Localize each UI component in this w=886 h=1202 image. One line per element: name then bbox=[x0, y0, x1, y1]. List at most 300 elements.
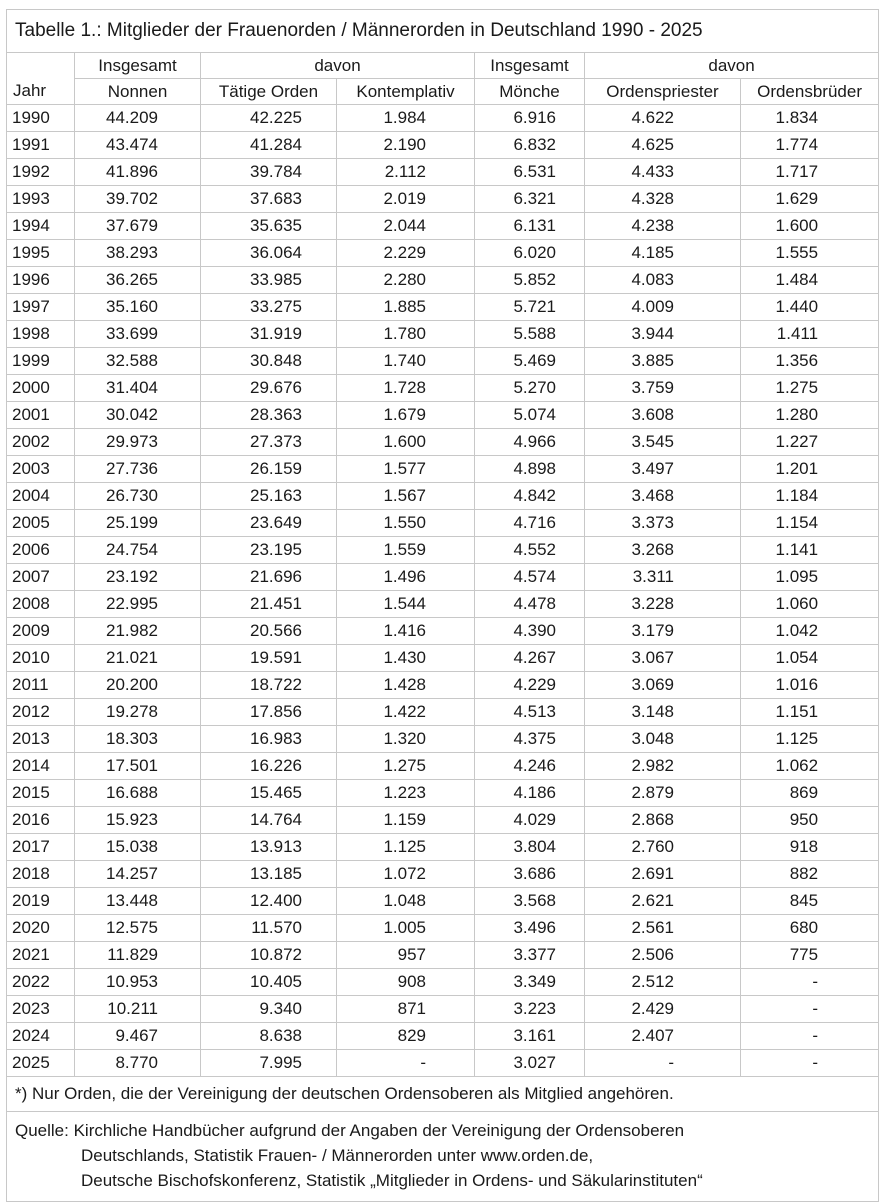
cell-year: 2002 bbox=[7, 429, 75, 456]
cell-ordenspriester: 2.879 bbox=[585, 780, 741, 807]
cell-kontemplativ: 1.780 bbox=[337, 321, 475, 348]
table-body bbox=[7, 105, 879, 1077]
cell-year: 2014 bbox=[7, 753, 75, 780]
cell-kontemplativ: 1.422 bbox=[337, 699, 475, 726]
cell-nonnen: 15.038 bbox=[75, 834, 201, 861]
cell-taetige-orden: 10.405 bbox=[201, 969, 337, 996]
cell-ordensbrueder: 1.062 bbox=[741, 753, 879, 780]
cell-kontemplativ: 2.229 bbox=[337, 240, 475, 267]
cell-ordenspriester: - bbox=[585, 1050, 741, 1077]
year-header: Jahr bbox=[7, 53, 75, 105]
cell-year: 1996 bbox=[7, 267, 75, 294]
cell-ordensbrueder: 1.717 bbox=[741, 159, 879, 186]
cell-ordenspriester: 3.179 bbox=[585, 618, 741, 645]
table-row bbox=[7, 780, 879, 807]
cell-year: 2010 bbox=[7, 645, 75, 672]
source-row bbox=[7, 1112, 879, 1202]
cell-moenche: 4.574 bbox=[475, 564, 585, 591]
cell-year: 2004 bbox=[7, 483, 75, 510]
table-row bbox=[7, 375, 879, 402]
cell-moenche: 4.478 bbox=[475, 591, 585, 618]
cell-ordenspriester: 4.238 bbox=[585, 213, 741, 240]
cell-nonnen: 22.995 bbox=[75, 591, 201, 618]
table-row bbox=[7, 915, 879, 942]
cell-nonnen: 30.042 bbox=[75, 402, 201, 429]
cell-taetige-orden: 33.985 bbox=[201, 267, 337, 294]
cell-ordenspriester: 3.311 bbox=[585, 564, 741, 591]
cell-year: 2012 bbox=[7, 699, 75, 726]
cell-kontemplativ: 1.544 bbox=[337, 591, 475, 618]
cell-ordenspriester: 3.228 bbox=[585, 591, 741, 618]
cell-moenche: 4.966 bbox=[475, 429, 585, 456]
cell-kontemplativ: 1.159 bbox=[337, 807, 475, 834]
cell-year: 2000 bbox=[7, 375, 75, 402]
cell-ordensbrueder: 1.834 bbox=[741, 105, 879, 132]
cell-taetige-orden: 39.784 bbox=[201, 159, 337, 186]
cell-kontemplativ: 957 bbox=[337, 942, 475, 969]
cell-ordensbrueder: 1.600 bbox=[741, 213, 879, 240]
cell-ordensbrueder: 918 bbox=[741, 834, 879, 861]
header-davon-maenner: davon bbox=[585, 53, 879, 79]
table-row bbox=[7, 321, 879, 348]
header-insgesamt-maenner: Insgesamt bbox=[475, 53, 585, 79]
cell-moenche: 3.496 bbox=[475, 915, 585, 942]
cell-kontemplativ: 1.550 bbox=[337, 510, 475, 537]
cell-ordensbrueder: 869 bbox=[741, 780, 879, 807]
cell-kontemplativ: 829 bbox=[337, 1023, 475, 1050]
cell-moenche: 4.390 bbox=[475, 618, 585, 645]
cell-ordensbrueder: 1.151 bbox=[741, 699, 879, 726]
cell-ordenspriester: 3.048 bbox=[585, 726, 741, 753]
cell-ordensbrueder: 882 bbox=[741, 861, 879, 888]
cell-kontemplativ: 1.740 bbox=[337, 348, 475, 375]
cell-year: 2021 bbox=[7, 942, 75, 969]
cell-ordenspriester: 4.622 bbox=[585, 105, 741, 132]
cell-ordensbrueder: 1.275 bbox=[741, 375, 879, 402]
cell-ordensbrueder: 1.555 bbox=[741, 240, 879, 267]
table-row bbox=[7, 510, 879, 537]
table-row bbox=[7, 186, 879, 213]
cell-year: 2016 bbox=[7, 807, 75, 834]
source-line-2: Deutschlands, Statistik Frauen- / Männerorden unter www.orden.de, bbox=[81, 1146, 594, 1165]
cell-year: 2025 bbox=[7, 1050, 75, 1077]
cell-taetige-orden: 30.848 bbox=[201, 348, 337, 375]
cell-ordensbrueder: - bbox=[741, 969, 879, 996]
cell-taetige-orden: 18.722 bbox=[201, 672, 337, 699]
cell-kontemplativ: 2.280 bbox=[337, 267, 475, 294]
cell-kontemplativ: 1.125 bbox=[337, 834, 475, 861]
cell-ordenspriester: 4.009 bbox=[585, 294, 741, 321]
table-row bbox=[7, 834, 879, 861]
cell-taetige-orden: 23.195 bbox=[201, 537, 337, 564]
cell-moenche: 6.531 bbox=[475, 159, 585, 186]
cell-ordensbrueder: 1.016 bbox=[741, 672, 879, 699]
cell-taetige-orden: 12.400 bbox=[201, 888, 337, 915]
cell-year: 1990 bbox=[7, 105, 75, 132]
table-row bbox=[7, 861, 879, 888]
cell-moenche: 4.842 bbox=[475, 483, 585, 510]
cell-moenche: 5.074 bbox=[475, 402, 585, 429]
cell-moenche: 3.223 bbox=[475, 996, 585, 1023]
cell-moenche: 4.552 bbox=[475, 537, 585, 564]
cell-ordensbrueder: 1.201 bbox=[741, 456, 879, 483]
cell-nonnen: 36.265 bbox=[75, 267, 201, 294]
table-row bbox=[7, 537, 879, 564]
cell-taetige-orden: 26.159 bbox=[201, 456, 337, 483]
table-row bbox=[7, 267, 879, 294]
table-row bbox=[7, 969, 879, 996]
cell-ordenspriester: 3.885 bbox=[585, 348, 741, 375]
cell-ordenspriester: 4.328 bbox=[585, 186, 741, 213]
table-row bbox=[7, 348, 879, 375]
cell-ordenspriester: 3.373 bbox=[585, 510, 741, 537]
cell-ordensbrueder: 1.095 bbox=[741, 564, 879, 591]
table-row bbox=[7, 213, 879, 240]
cell-year: 2013 bbox=[7, 726, 75, 753]
cell-kontemplativ: 1.728 bbox=[337, 375, 475, 402]
cell-nonnen: 38.293 bbox=[75, 240, 201, 267]
cell-nonnen: 21.982 bbox=[75, 618, 201, 645]
cell-year: 1997 bbox=[7, 294, 75, 321]
cell-nonnen: 17.501 bbox=[75, 753, 201, 780]
cell-nonnen: 15.923 bbox=[75, 807, 201, 834]
cell-nonnen: 29.973 bbox=[75, 429, 201, 456]
cell-kontemplativ: 2.190 bbox=[337, 132, 475, 159]
cell-kontemplativ: 1.430 bbox=[337, 645, 475, 672]
cell-year: 2009 bbox=[7, 618, 75, 645]
cell-ordensbrueder: 1.141 bbox=[741, 537, 879, 564]
cell-moenche: 5.852 bbox=[475, 267, 585, 294]
cell-nonnen: 33.699 bbox=[75, 321, 201, 348]
table-row bbox=[7, 1023, 879, 1050]
table-row bbox=[7, 240, 879, 267]
cell-taetige-orden: 29.676 bbox=[201, 375, 337, 402]
cell-moenche: 5.588 bbox=[475, 321, 585, 348]
table-row bbox=[7, 672, 879, 699]
header-davon-frauen: davon bbox=[201, 53, 475, 79]
cell-moenche: 4.229 bbox=[475, 672, 585, 699]
cell-taetige-orden: 14.764 bbox=[201, 807, 337, 834]
cell-ordenspriester: 3.468 bbox=[585, 483, 741, 510]
cell-ordenspriester: 2.760 bbox=[585, 834, 741, 861]
cell-nonnen: 32.588 bbox=[75, 348, 201, 375]
cell-moenche: 3.686 bbox=[475, 861, 585, 888]
table-row bbox=[7, 645, 879, 672]
table-row bbox=[7, 699, 879, 726]
cell-moenche: 6.321 bbox=[475, 186, 585, 213]
cell-taetige-orden: 16.983 bbox=[201, 726, 337, 753]
cell-year: 1991 bbox=[7, 132, 75, 159]
cell-kontemplativ: 871 bbox=[337, 996, 475, 1023]
cell-moenche: 3.568 bbox=[475, 888, 585, 915]
cell-year: 2011 bbox=[7, 672, 75, 699]
table-row bbox=[7, 1050, 879, 1077]
table-row bbox=[7, 564, 879, 591]
cell-nonnen: 19.278 bbox=[75, 699, 201, 726]
cell-year: 1995 bbox=[7, 240, 75, 267]
cell-year: 2006 bbox=[7, 537, 75, 564]
cell-taetige-orden: 27.373 bbox=[201, 429, 337, 456]
cell-ordenspriester: 2.561 bbox=[585, 915, 741, 942]
cell-nonnen: 14.257 bbox=[75, 861, 201, 888]
cell-ordenspriester: 2.506 bbox=[585, 942, 741, 969]
cell-year: 2015 bbox=[7, 780, 75, 807]
cell-ordensbrueder: 1.060 bbox=[741, 591, 879, 618]
table-row bbox=[7, 402, 879, 429]
cell-year: 2007 bbox=[7, 564, 75, 591]
cell-kontemplativ: 1.496 bbox=[337, 564, 475, 591]
cell-taetige-orden: 36.064 bbox=[201, 240, 337, 267]
table-row bbox=[7, 753, 879, 780]
cell-ordensbrueder: 1.356 bbox=[741, 348, 879, 375]
cell-kontemplativ: 1.559 bbox=[337, 537, 475, 564]
cell-ordenspriester: 3.069 bbox=[585, 672, 741, 699]
cell-moenche: 3.161 bbox=[475, 1023, 585, 1050]
cell-ordensbrueder: 1.774 bbox=[741, 132, 879, 159]
cell-moenche: 4.186 bbox=[475, 780, 585, 807]
table-row bbox=[7, 726, 879, 753]
footnote: *) Nur Orden, die der Vereinigung der deutschen Ordensoberen als Mitglied angehören. bbox=[7, 1077, 879, 1112]
cell-moenche: 4.716 bbox=[475, 510, 585, 537]
cell-taetige-orden: 25.163 bbox=[201, 483, 337, 510]
cell-ordensbrueder: - bbox=[741, 1023, 879, 1050]
cell-taetige-orden: 23.649 bbox=[201, 510, 337, 537]
table-row bbox=[7, 618, 879, 645]
header-insgesamt-frauen: Insgesamt bbox=[75, 53, 201, 79]
cell-kontemplativ: 2.019 bbox=[337, 186, 475, 213]
cell-taetige-orden: 41.284 bbox=[201, 132, 337, 159]
cell-taetige-orden: 13.913 bbox=[201, 834, 337, 861]
cell-nonnen: 16.688 bbox=[75, 780, 201, 807]
cell-year: 1994 bbox=[7, 213, 75, 240]
cell-kontemplativ: 1.320 bbox=[337, 726, 475, 753]
cell-moenche: 4.267 bbox=[475, 645, 585, 672]
header-row-sub bbox=[7, 79, 879, 105]
cell-taetige-orden: 33.275 bbox=[201, 294, 337, 321]
table-row bbox=[7, 429, 879, 456]
cell-kontemplativ: 1.416 bbox=[337, 618, 475, 645]
cell-ordensbrueder: - bbox=[741, 1050, 879, 1077]
header-taetige-orden: Tätige Orden bbox=[201, 79, 337, 105]
cell-year: 2003 bbox=[7, 456, 75, 483]
cell-ordenspriester: 4.083 bbox=[585, 267, 741, 294]
cell-moenche: 5.721 bbox=[475, 294, 585, 321]
cell-taetige-orden: 8.638 bbox=[201, 1023, 337, 1050]
cell-ordensbrueder: 1.054 bbox=[741, 645, 879, 672]
table-row bbox=[7, 996, 879, 1023]
cell-taetige-orden: 37.683 bbox=[201, 186, 337, 213]
cell-kontemplativ: 1.885 bbox=[337, 294, 475, 321]
cell-ordensbrueder: 1.227 bbox=[741, 429, 879, 456]
cell-taetige-orden: 20.566 bbox=[201, 618, 337, 645]
cell-moenche: 4.898 bbox=[475, 456, 585, 483]
cell-ordenspriester: 4.185 bbox=[585, 240, 741, 267]
cell-ordenspriester: 3.067 bbox=[585, 645, 741, 672]
cell-nonnen: 44.209 bbox=[75, 105, 201, 132]
cell-nonnen: 10.211 bbox=[75, 996, 201, 1023]
cell-ordenspriester: 3.759 bbox=[585, 375, 741, 402]
cell-ordensbrueder: 1.629 bbox=[741, 186, 879, 213]
table-row bbox=[7, 294, 879, 321]
cell-ordensbrueder: 680 bbox=[741, 915, 879, 942]
cell-kontemplativ: 908 bbox=[337, 969, 475, 996]
cell-nonnen: 9.467 bbox=[75, 1023, 201, 1050]
cell-ordenspriester: 2.407 bbox=[585, 1023, 741, 1050]
cell-moenche: 3.027 bbox=[475, 1050, 585, 1077]
source-line-1: Quelle: Kirchliche Handbücher aufgrund der Angaben der Vereinigung der Ordensoberen bbox=[15, 1121, 685, 1140]
cell-moenche: 4.246 bbox=[475, 753, 585, 780]
cell-year: 1993 bbox=[7, 186, 75, 213]
header-ordenspriester: Ordenspriester bbox=[585, 79, 741, 105]
cell-nonnen: 39.702 bbox=[75, 186, 201, 213]
cell-moenche: 4.513 bbox=[475, 699, 585, 726]
cell-ordensbrueder: 1.125 bbox=[741, 726, 879, 753]
cell-ordenspriester: 3.944 bbox=[585, 321, 741, 348]
cell-kontemplativ: 1.567 bbox=[337, 483, 475, 510]
cell-nonnen: 20.200 bbox=[75, 672, 201, 699]
cell-taetige-orden: 35.635 bbox=[201, 213, 337, 240]
header-ordensbrueder: Ordensbrüder bbox=[741, 79, 879, 105]
header-kontemplativ: Kontemplativ bbox=[337, 79, 475, 105]
cell-year: 2022 bbox=[7, 969, 75, 996]
cell-kontemplativ: 1.005 bbox=[337, 915, 475, 942]
cell-ordenspriester: 3.268 bbox=[585, 537, 741, 564]
cell-ordenspriester: 3.608 bbox=[585, 402, 741, 429]
table-row bbox=[7, 942, 879, 969]
cell-nonnen: 10.953 bbox=[75, 969, 201, 996]
cell-year: 2023 bbox=[7, 996, 75, 1023]
cell-ordenspriester: 2.621 bbox=[585, 888, 741, 915]
source-note bbox=[7, 1112, 879, 1202]
header-nonnen: Nonnen bbox=[75, 79, 201, 105]
cell-nonnen: 25.199 bbox=[75, 510, 201, 537]
cell-kontemplativ: - bbox=[337, 1050, 475, 1077]
cell-ordenspriester: 2.691 bbox=[585, 861, 741, 888]
cell-ordensbrueder: 1.411 bbox=[741, 321, 879, 348]
cell-moenche: 5.270 bbox=[475, 375, 585, 402]
cell-taetige-orden: 11.570 bbox=[201, 915, 337, 942]
members-table bbox=[6, 9, 879, 1202]
cell-nonnen: 8.770 bbox=[75, 1050, 201, 1077]
cell-year: 2020 bbox=[7, 915, 75, 942]
cell-ordensbrueder: - bbox=[741, 996, 879, 1023]
cell-taetige-orden: 28.363 bbox=[201, 402, 337, 429]
cell-nonnen: 41.896 bbox=[75, 159, 201, 186]
cell-ordenspriester: 3.497 bbox=[585, 456, 741, 483]
header-row-top bbox=[7, 53, 879, 79]
cell-year: 1992 bbox=[7, 159, 75, 186]
cell-moenche: 5.469 bbox=[475, 348, 585, 375]
cell-year: 2008 bbox=[7, 591, 75, 618]
cell-kontemplativ: 2.044 bbox=[337, 213, 475, 240]
cell-taetige-orden: 7.995 bbox=[201, 1050, 337, 1077]
cell-moenche: 4.375 bbox=[475, 726, 585, 753]
cell-ordenspriester: 2.429 bbox=[585, 996, 741, 1023]
cell-moenche: 4.029 bbox=[475, 807, 585, 834]
cell-moenche: 6.020 bbox=[475, 240, 585, 267]
cell-ordenspriester: 4.433 bbox=[585, 159, 741, 186]
table-row bbox=[7, 591, 879, 618]
cell-nonnen: 31.404 bbox=[75, 375, 201, 402]
footnote-row bbox=[7, 1077, 879, 1112]
source-line-3: Deutsche Bischofskonferenz, Statistik „Mitglieder in Ordens- und Säkularinstituten“ bbox=[81, 1171, 703, 1190]
cell-nonnen: 12.575 bbox=[75, 915, 201, 942]
cell-year: 2019 bbox=[7, 888, 75, 915]
cell-year: 2024 bbox=[7, 1023, 75, 1050]
table-title: Tabelle 1.: Mitglieder der Frauenorden / Männerorden in Deutschland 1990 - 2025 bbox=[7, 10, 879, 53]
table-row bbox=[7, 807, 879, 834]
table-row bbox=[7, 132, 879, 159]
cell-moenche: 3.349 bbox=[475, 969, 585, 996]
cell-taetige-orden: 21.696 bbox=[201, 564, 337, 591]
cell-year: 2017 bbox=[7, 834, 75, 861]
cell-kontemplativ: 1.072 bbox=[337, 861, 475, 888]
cell-kontemplativ: 1.223 bbox=[337, 780, 475, 807]
cell-nonnen: 43.474 bbox=[75, 132, 201, 159]
cell-kontemplativ: 1.984 bbox=[337, 105, 475, 132]
cell-ordensbrueder: 950 bbox=[741, 807, 879, 834]
cell-taetige-orden: 9.340 bbox=[201, 996, 337, 1023]
cell-kontemplativ: 1.577 bbox=[337, 456, 475, 483]
cell-kontemplativ: 1.428 bbox=[337, 672, 475, 699]
cell-year: 2005 bbox=[7, 510, 75, 537]
cell-ordensbrueder: 845 bbox=[741, 888, 879, 915]
cell-taetige-orden: 15.465 bbox=[201, 780, 337, 807]
cell-ordenspriester: 2.982 bbox=[585, 753, 741, 780]
header-moenche: Mönche bbox=[475, 79, 585, 105]
cell-taetige-orden: 10.872 bbox=[201, 942, 337, 969]
cell-moenche: 6.131 bbox=[475, 213, 585, 240]
cell-nonnen: 26.730 bbox=[75, 483, 201, 510]
cell-nonnen: 23.192 bbox=[75, 564, 201, 591]
cell-taetige-orden: 42.225 bbox=[201, 105, 337, 132]
table-row bbox=[7, 888, 879, 915]
cell-nonnen: 35.160 bbox=[75, 294, 201, 321]
cell-nonnen: 18.303 bbox=[75, 726, 201, 753]
cell-ordenspriester: 2.512 bbox=[585, 969, 741, 996]
cell-nonnen: 37.679 bbox=[75, 213, 201, 240]
cell-taetige-orden: 19.591 bbox=[201, 645, 337, 672]
cell-ordenspriester: 2.868 bbox=[585, 807, 741, 834]
cell-taetige-orden: 31.919 bbox=[201, 321, 337, 348]
cell-moenche: 6.916 bbox=[475, 105, 585, 132]
cell-kontemplativ: 1.679 bbox=[337, 402, 475, 429]
table-row bbox=[7, 159, 879, 186]
cell-ordenspriester: 3.545 bbox=[585, 429, 741, 456]
cell-kontemplativ: 1.048 bbox=[337, 888, 475, 915]
cell-kontemplativ: 2.112 bbox=[337, 159, 475, 186]
cell-ordensbrueder: 1.154 bbox=[741, 510, 879, 537]
cell-year: 1999 bbox=[7, 348, 75, 375]
cell-year: 2018 bbox=[7, 861, 75, 888]
cell-kontemplativ: 1.275 bbox=[337, 753, 475, 780]
cell-ordenspriester: 3.148 bbox=[585, 699, 741, 726]
cell-moenche: 3.377 bbox=[475, 942, 585, 969]
cell-ordenspriester: 4.625 bbox=[585, 132, 741, 159]
cell-year: 2001 bbox=[7, 402, 75, 429]
table-row bbox=[7, 456, 879, 483]
cell-nonnen: 24.754 bbox=[75, 537, 201, 564]
cell-taetige-orden: 21.451 bbox=[201, 591, 337, 618]
cell-year: 1998 bbox=[7, 321, 75, 348]
cell-nonnen: 11.829 bbox=[75, 942, 201, 969]
cell-nonnen: 13.448 bbox=[75, 888, 201, 915]
cell-taetige-orden: 13.185 bbox=[201, 861, 337, 888]
cell-ordensbrueder: 1.484 bbox=[741, 267, 879, 294]
cell-taetige-orden: 16.226 bbox=[201, 753, 337, 780]
cell-moenche: 6.832 bbox=[475, 132, 585, 159]
cell-ordensbrueder: 1.042 bbox=[741, 618, 879, 645]
